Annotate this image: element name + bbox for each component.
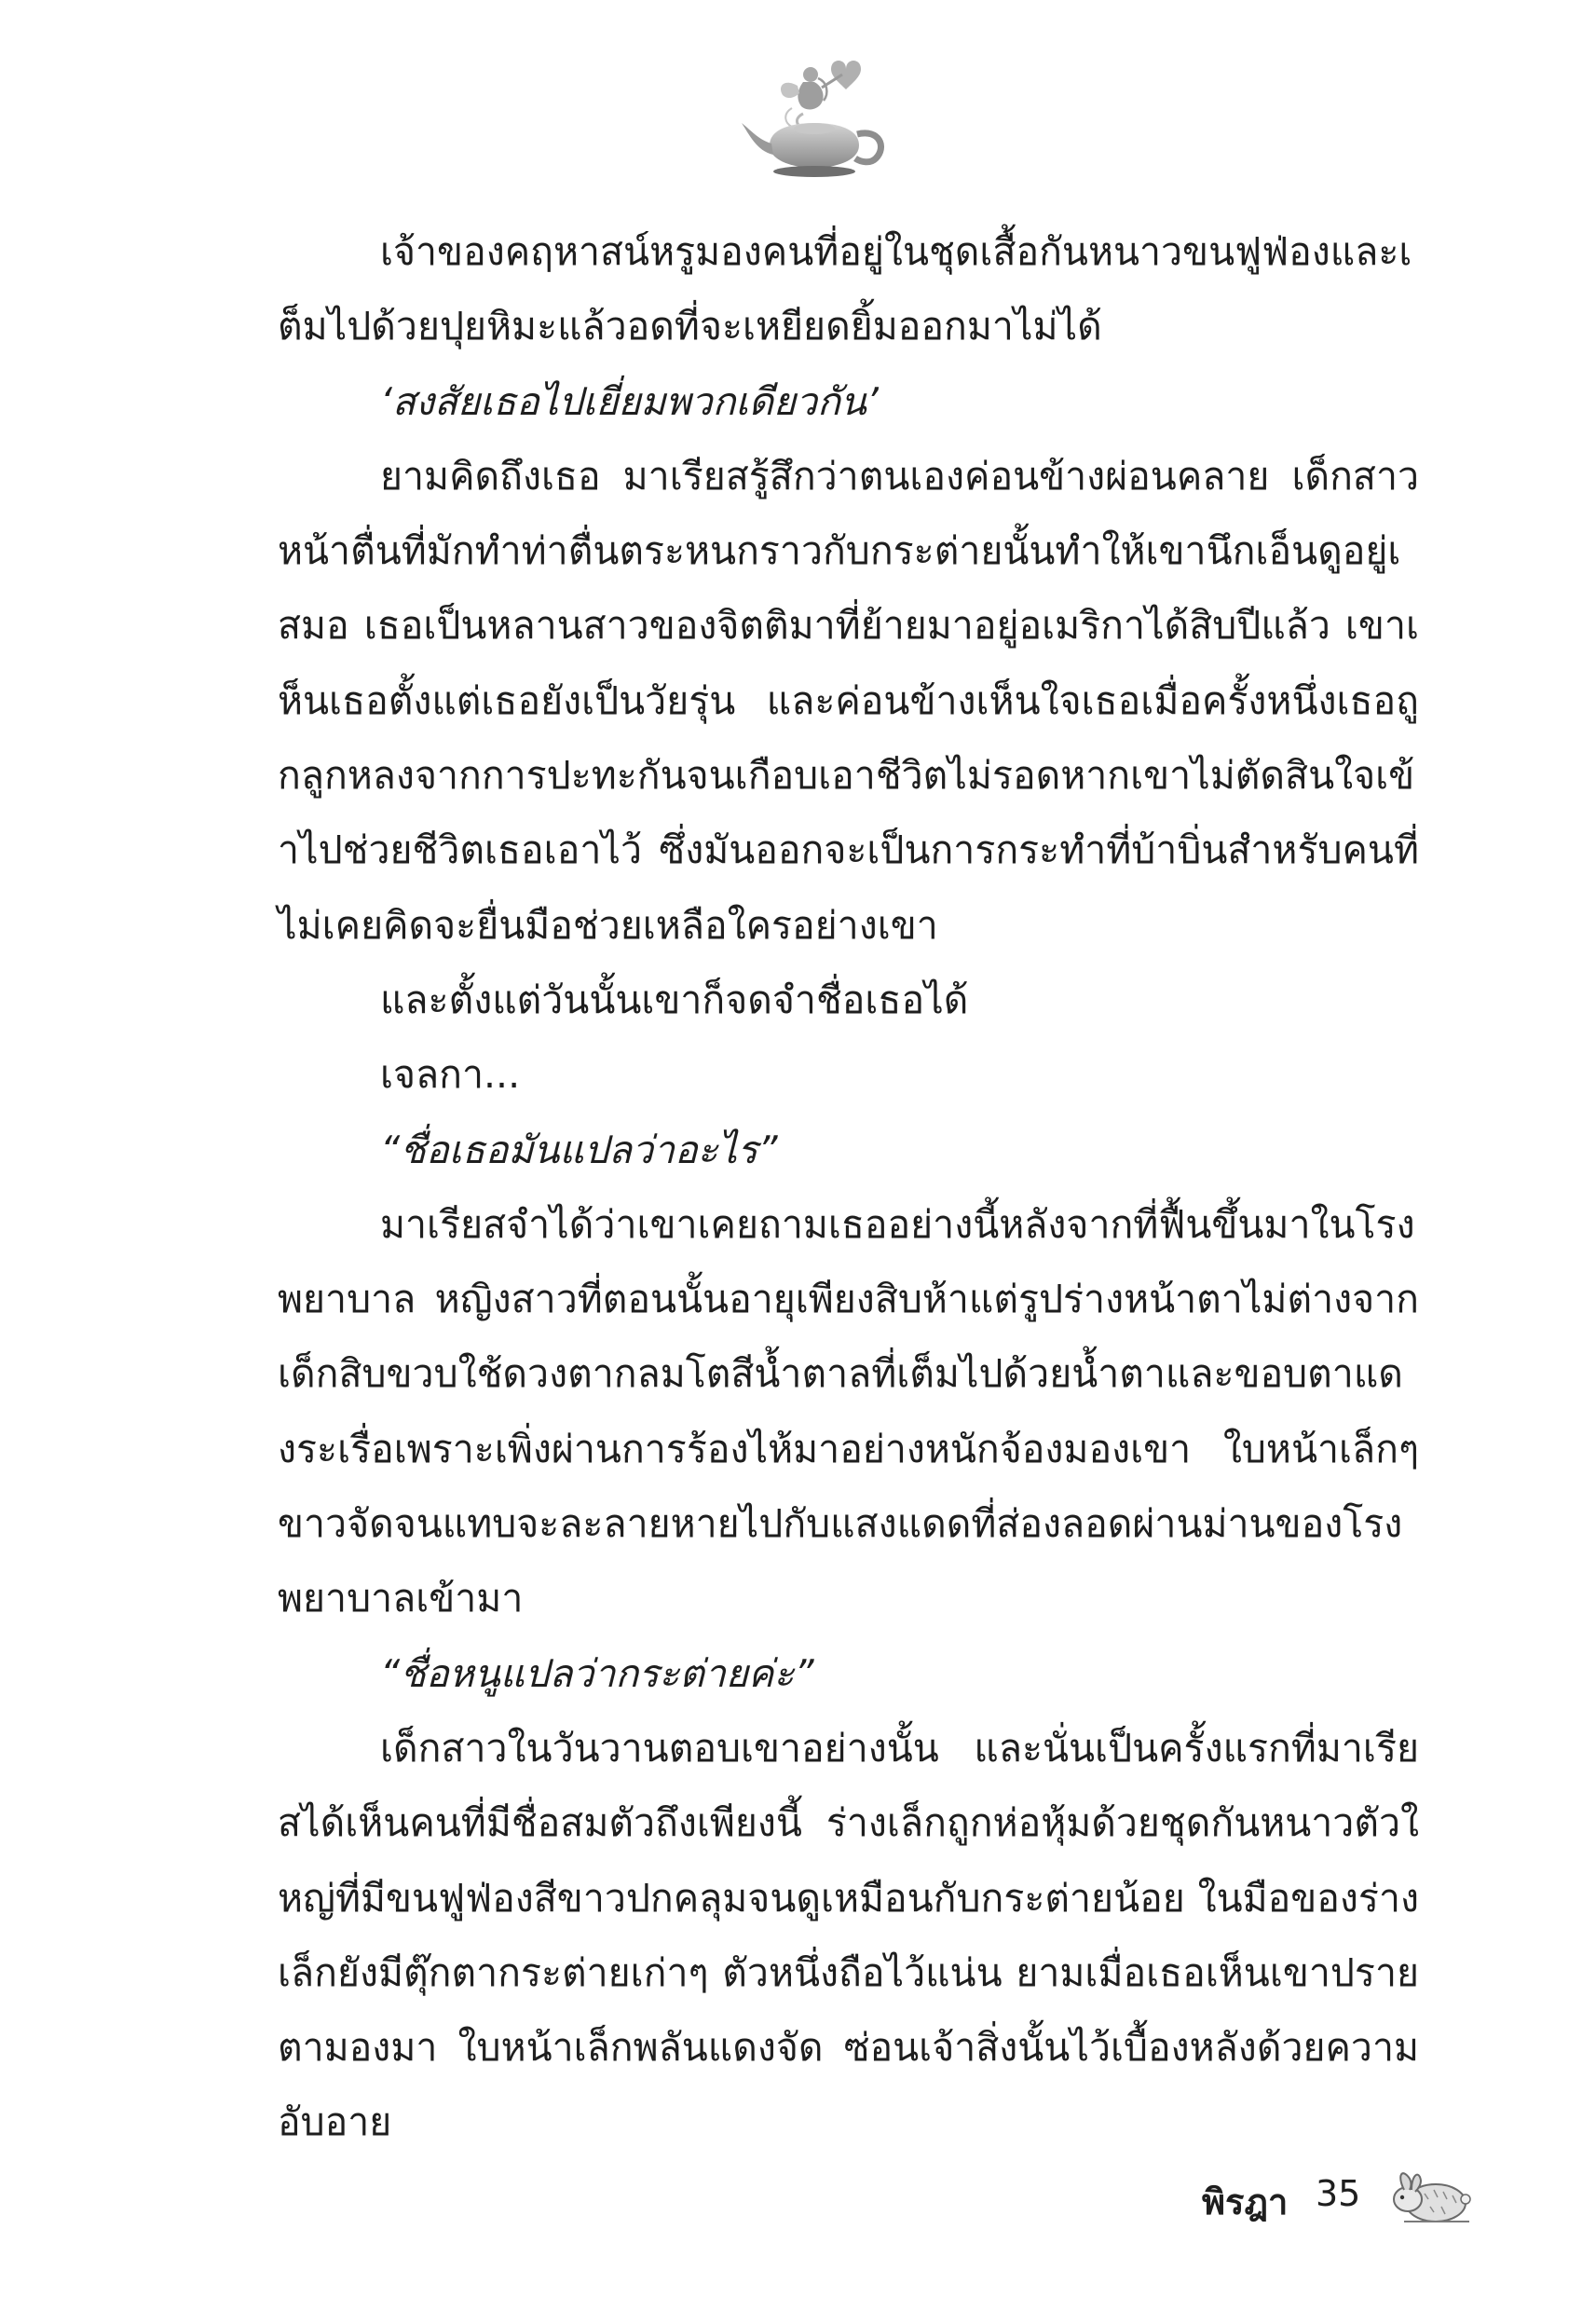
paragraph: และตั้งแต่วันนั้นเขาก็จดจำชื่อเธอได้ [380,977,969,1022]
cupid-teapot-ornament-icon [736,54,904,185]
page-number: 35 [1316,2173,1361,2214]
paragraph-italic: “ชื่อเธอมันแปลว่าอะไร” [380,1127,778,1172]
book-title: พิรฎา [1202,2181,1289,2222]
page-footer [1099,2162,1472,2236]
paragraph-italic: ‘สงสัยเธอไปเยี่ยมพวกเดียวกัน’ [380,378,879,424]
paragraph-italic: “ชื่อหนูแปลว่ากระต่ายค่ะ” [380,1650,814,1696]
paragraph: มาเรียสจำได้ว่าเขาเคยถามเธออย่างนี้หลังจากที่ฟื้นขึ้นมาในโรงพยาบาล หญิงสาวที่ตอนนั้นอายุเพียงสิบห้าแต่รูปร่างหน้าตาไม่ต่างจากเด็กสิบขวบใช้ดวงตากลมโตสีน้ำตาลที่เต็มไปด้วยน้ำตาและขอบตาแดงระเรื่อเพราะเพิ่งผ่านการร้องไห้มาอย่างหนักจ้องมองเขา ใบหน้าเล็กๆ ขาวจัดจนแทบจะละลายหายไปกับแสงแดดที่ส่องลอดผ่านม่านของโรงพยาบาลเข้ามา [278,1201,1419,1621]
body-text [278,214,1419,2160]
rabbit-sketch-icon [1384,2162,1477,2227]
paragraph: ยามคิดถึงเธอ มาเรียสรู้สึกว่าตนเองค่อนข้างผ่อนคลาย เด็กสาวหน้าตื่นที่มักทำท่าตื่นตระหนกราวกับกระต่ายนั้นทำให้เขานึกเอ็นดูอยู่เสมอ เธอเป็นหลานสาวของจิตติมาที่ย้ายมาอยู่อเมริกาได้สิบปีแล้ว เขาเห็นเธอตั้งแต่เธอยังเป็นวัยรุ่น และค่อนข้างเห็นใจเธอเมื่อครั้งหนึ่งเธอถูกลูกหลงจากการปะทะกันจนเกือบเอาชีวิตไม่รอดหากเขาไม่ตัดสินใจเข้าไปช่วยชีวิตเธอเอาไว้ ซึ่งมันออกจะเป็นการกระทำที่บ้าบิ่นสำหรับคนที่ไม่เคยคิดจะยื่นมือช่วยเหลือใครอย่างเขา [278,453,1419,948]
paragraph: เด็กสาวในวันวานตอบเขาอย่างนั้น และนั่นเป็นครั้งแรกที่มาเรียสได้เห็นคนที่มีชื่อสมตัวถึงเพียงนี้ ร่างเล็กถูกห่อหุ้มด้วยชุดกันหนาวตัวใหญ่ที่มีขนฟูฟ่องสีขาวปกคลุมจนดูเหมือนกับกระต่ายน้อย ในมือของร่างเล็กยังมีตุ๊กตากระต่ายเก่าๆ ตัวหนึ่งถือไว้แน่น ยามเมื่อเธอเห็นเขาปรายตามองมา ใบหน้าเล็กพลันแดงจัด ซ่อนเจ้าสิ่งนั้นไว้เบื้องหลังด้วยความอับอาย [278,1725,1419,2145]
paragraph: เจลกา... [380,1052,521,1098]
paragraph: เจ้าของคฤหาสน์หรูมองคนที่อยู่ในชุดเสื้อกันหนาวขนฟูฟ่องและเต็มไปด้วยปุยหิมะแล้วอดที่จะเหยียดยิ้มออกมาไม่ได้ [278,229,1412,349]
